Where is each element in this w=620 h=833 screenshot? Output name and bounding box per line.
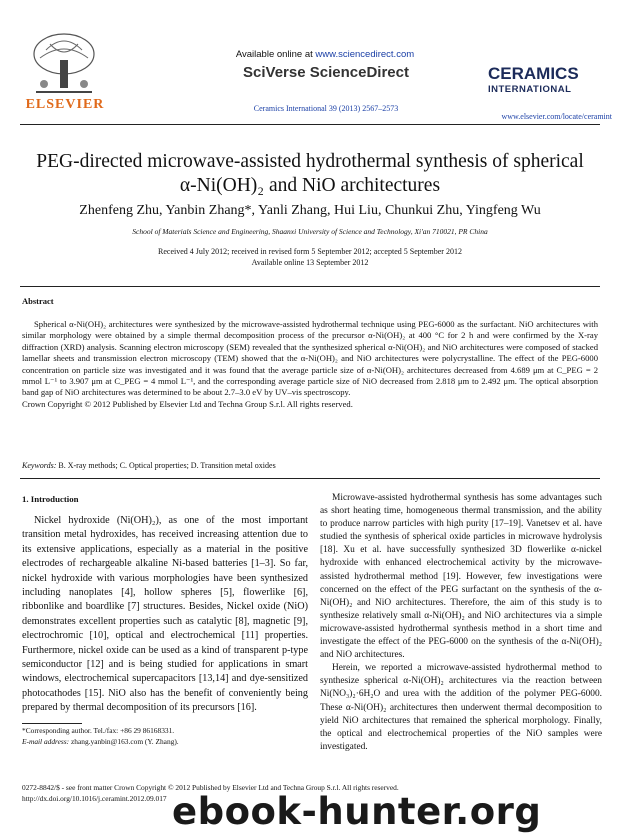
email-line (22, 737, 312, 748)
abstract-text: Spherical α-Ni(OH)₂ architectures were synthesized by the microwave-assisted hydrothermal technique using PEG-6000 as the surfactant. NiO architectures with similar morphology were obtained by a simple thermal decomposition process of the precursor α-Ni(OH)₂ at 400 °C for 2 h and were confirmed by the X-ray diffraction (XRD) analysis. Scanning electron microscopy (SEM) revealed that the synthesized spherical α-Ni(OH)₂ and NiO architectures were composed of stacked lamellar sheets and transmission electron microscopy (TEM) showed that the α-Ni(OH)₂ and NiO architectures were polycrystalline. The effect of the PEG-6000 concentration on particle size was investigated and it was found that the average particle size of α-Ni(OH)₂ architectures decreased from 4.689 μm at C_PEG = 2 mmol L⁻¹ to 3.907 μm at C_PEG = 4 mmol L⁻¹, and the corresponding average particle size of NiO decreased from 2.818 μm to 2.492 μm. The optical absorption band gap of NiO architectures was determined to be about 2.7–3.0 eV by UV–vis spectroscopy. (22, 319, 598, 398)
online-date: Available online 13 September 2012 (251, 258, 369, 267)
email-label: E-mail address: (22, 736, 70, 746)
abstract-body (22, 319, 598, 410)
available-prefix: Available online at (235, 49, 313, 60)
right-column (320, 492, 602, 754)
abstract-heading: Abstract (22, 296, 54, 306)
doi-link[interactable]: http://dx.doi.org/10.1016/j.ceramint.2012.09.017 (22, 793, 167, 803)
publisher-logo-text: ELSEVIER (25, 97, 105, 112)
journal-name: CERAMICS (488, 64, 579, 83)
abstract-copyright: Crown Copyright © 2012 Published by Elsevier Ltd and Techna Group S.r.l. All rights reserved. (22, 398, 353, 409)
intro-paragraph-3: Herein, we reported a microwave-assisted hydrothermal method to synthesize spherical α-Ni(OH)₂ architectures via the reaction between Ni(NO₃)₂·6H₂O and urea with the addition of the polymer PEG-6000. These α-Ni(OH)₂ architectures then underwent thermal decomposition to yield NiO architectures that remained the spherical morphology. Finally, the optical and electrochemical properties of the NiO samples were investigated. (320, 663, 602, 752)
corresponding-author: *Corresponding author. Tel./fax: +86 29 86168331. (22, 726, 175, 735)
footnote-divider (22, 723, 82, 724)
issn-line: 0272-8842/$ - see front matter Crown Copyright © 2012 Published by Elsevier Ltd and Techna Group S.r.l. All rights reserved. (22, 783, 399, 792)
available-online-line (210, 49, 440, 60)
keywords-list: B. X-ray methods; C. Optical properties; D. Transition metal oxides (56, 461, 276, 470)
affiliation: School of Materials Science and Engineering, Shaanxi University of Science and Technology, Xi'an 710021, PR China (132, 227, 488, 236)
footnote (22, 726, 312, 747)
received-line: Received 4 July 2012; received in revised form 5 September 2012; accepted 5 September 2012 (158, 247, 462, 256)
article-title-line2: α-Ni(OH)₂ and NiO architectures (179, 175, 441, 196)
abstract-bottom-divider (20, 478, 600, 479)
section-heading-introduction: 1. Introduction (22, 494, 79, 504)
journal-url-link[interactable]: www.elsevier.com/locate/ceramint (501, 112, 612, 121)
journal-citation[interactable]: Ceramics International 39 (2013) 2567–2573 (253, 104, 399, 113)
watermark-text: ebook-hunter.org (172, 790, 542, 833)
abstract-top-divider (20, 286, 600, 287)
intro-paragraph-2: Microwave-assisted hydrothermal synthesis has some advantages such as short heating time, homogeneous thermal transmission, and the ability to produce narrow particles with high purity [17–19]. Vanetsev et al. have studied the synthesis of spherical oxide particles in microwave hydrolysis [18]. Xu et al. have successfully synthesized 3D flowerlike α-nickel hydroxide with enhanced electrochemical activity by the microwave-assisted hydrothermal method [19]. However, few investigations were concerned on the effect of the PEG surfactant on the synthesis of the α-Ni(OH)₂ and NiO architectures. Therefore, the aim of this study is to synthesize relatively small α-Ni(OH)₂ and NiO architectures via a simple microwave-assisted hydrothermal synthesis method in a short time and investigate the effect of the PEG-6000 on the synthesis of the α-Ni(OH)₂ and NiO architectures. (320, 493, 602, 661)
intro-paragraph-1: Nickel hydroxide (Ni(OH)₂), as one of the most important transition metal hydroxides, has received increasing attention due to its extensive applications, especially as a material in the positive electrodes of rechargeable alkaline Ni-based batteries [1–3]. So far, nickel hydroxide with various morphologies have been synthesized including nanoplates [4], hollow spheres [5], flowerlike [6], ribbonlike and boardlike [7] structures. Besides, Nickel oxide (NiO) demonstrates excellent properties such as catalytic [8], magnetic [9], electrochromic [10], optical and electrochemical [11] properties. Furthermore, nickel oxide can be used as a kind of transparent p-type semiconductor [12] and is being studied for applications in smart windows, electrochemical supercapacitors [13,14] and dye-sensitized photocathodes [15]. NiO also has the benefit of conveniently being prepared by thermal decomposition of its precursors [16]. (22, 515, 308, 714)
article-title (30, 150, 590, 198)
left-column (22, 514, 308, 716)
keywords-line (22, 461, 276, 470)
platform-name: SciVerse ScienceDirect (243, 64, 409, 81)
journal-name-sub: INTERNATIONAL (488, 84, 572, 95)
header-divider (20, 124, 600, 125)
sciencedirect-link[interactable]: www.sciencedirect.com (315, 49, 415, 60)
article-title-line1: PEG-directed microwave-assisted hydrothermal synthesis of spherical (36, 151, 584, 172)
elsevier-tree-logo (26, 30, 102, 102)
keywords-label: Keywords: (22, 461, 57, 470)
received-dates (20, 246, 600, 268)
author-list: Zhenfeng Zhu, Yanbin Zhang*, Yanli Zhang, Hui Liu, Chunkui Zhu, Yingfeng Wu (79, 203, 541, 218)
email-address[interactable]: zhang.yanbin@163.com (Y. Zhang). (69, 736, 179, 746)
